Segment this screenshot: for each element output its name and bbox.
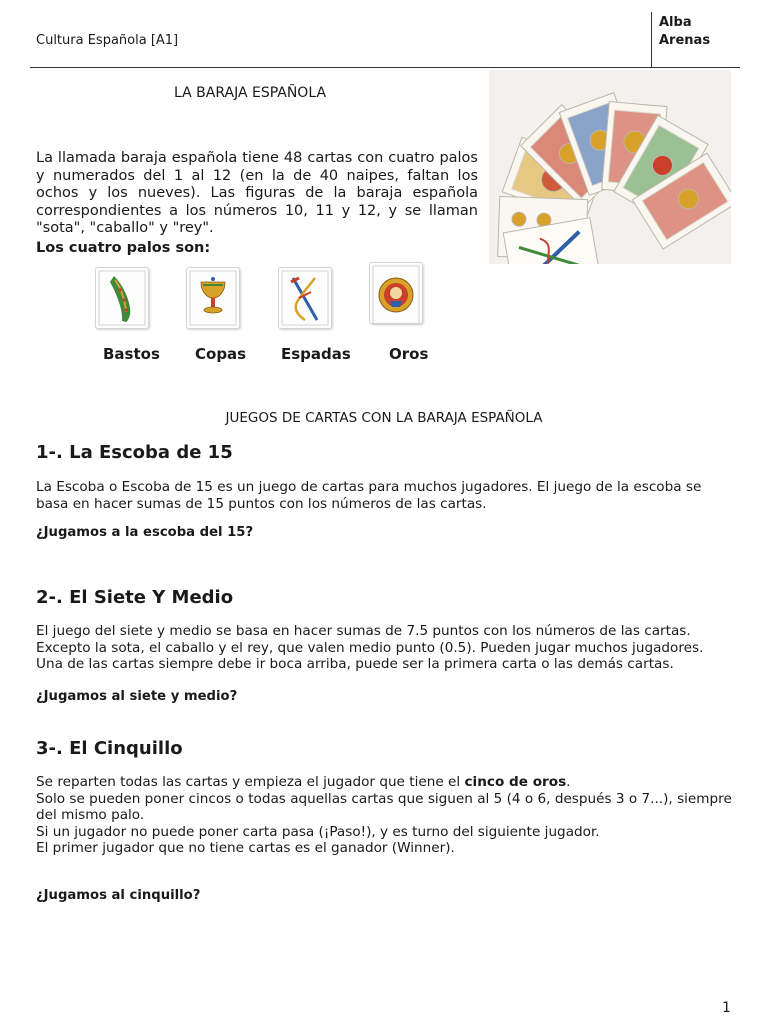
suit-label-bastos: Bastos [103,345,160,363]
course-name: Cultura Española [A1] [36,33,179,48]
copas-card [186,267,240,329]
header-divider-vertical [651,12,652,67]
game-3-line-2: Solo se pueden poner cincos o todas aquellas cartas que siguen al 5 (4 o 6, después 3 o 7...), siempre del mismo palo. [36,790,732,823]
header-divider-horizontal [30,67,740,68]
fanned-cards-image [489,70,731,264]
intro-paragraph: La llamada baraja española tiene 48 cartas con cuatro palos y numerados del 1 al 12 (en la de 40 naipes, faltan los ochos y los nueves). Las figuras de la baraja española correspondientes a los números 10, 11 y 12, y se llaman "sota", "caballo" y "rey". [36,150,478,236]
sword-card-icon [279,268,331,328]
game-3-line-1-end: . [566,774,571,790]
bastos-card [95,267,149,329]
game-2-heading: 2-. El Siete Y Medio [36,587,234,608]
author-last-name: Arenas [659,33,711,48]
cup-card-icon [187,268,239,328]
suit-label-espadas: Espadas [281,345,351,363]
game-1-heading: 1-. La Escoba de 15 [36,442,233,463]
game-1-question: ¿Jugamos a la escoba del 15? [36,525,254,540]
club-card-icon [96,268,148,328]
game-3-heading: 3-. El Cinquillo [36,738,183,759]
coin-card-icon [370,263,422,327]
game-3-line-4: El primer jugador que no tiene cartas es el ganador (Winner). [36,840,455,856]
author-name [659,14,710,50]
game-3-line-1 [36,774,734,791]
game-3-line-3: Si un jugador no puede poner carta pasa (¡Paso!), y es turno del siguiente jugador. [36,823,600,840]
game-2-question: ¿Jugamos al siete y medio? [36,689,238,704]
oros-card [369,262,423,324]
game-2-description: El juego del siete y medio se basa en hacer sumas de 7.5 puntos con los números de las cartas. Excepto la sota, el caballo y el rey, que valen medio punto (0.5). Pueden jugar muchos jugadores. Una de las cartas siempre debe ir boca arriba, puede ser la primera carta o las demás cartas. [36,623,704,672]
game-3-line-1-text: Se reparten todas las cartas y empieza el jugador que tiene el [36,774,465,790]
author-first-name: Alba [659,15,692,30]
document-title: LA BARAJA ESPAÑOLA [174,85,327,101]
espadas-card [278,267,332,329]
game-3-question: ¿Jugamos al cinquillo? [36,888,201,903]
section-title: JUEGOS DE CARTAS CON LA BARAJA ESPAÑOLA [225,410,543,426]
suit-label-copas: Copas [195,345,247,363]
game-3-description [36,774,734,857]
game-3-line-1-bold: cinco de oros [464,774,567,790]
suit-label-oros: Oros [389,345,429,363]
page-number: 1 [722,1000,731,1016]
suits-heading: Los cuatro palos son: [36,240,211,256]
game-1-description: La Escoba o Escoba de 15 es un juego de cartas para muchos jugadores. El juego de la escoba se basa en hacer sumas de 15 puntos con los números de las cartas. [36,479,702,512]
